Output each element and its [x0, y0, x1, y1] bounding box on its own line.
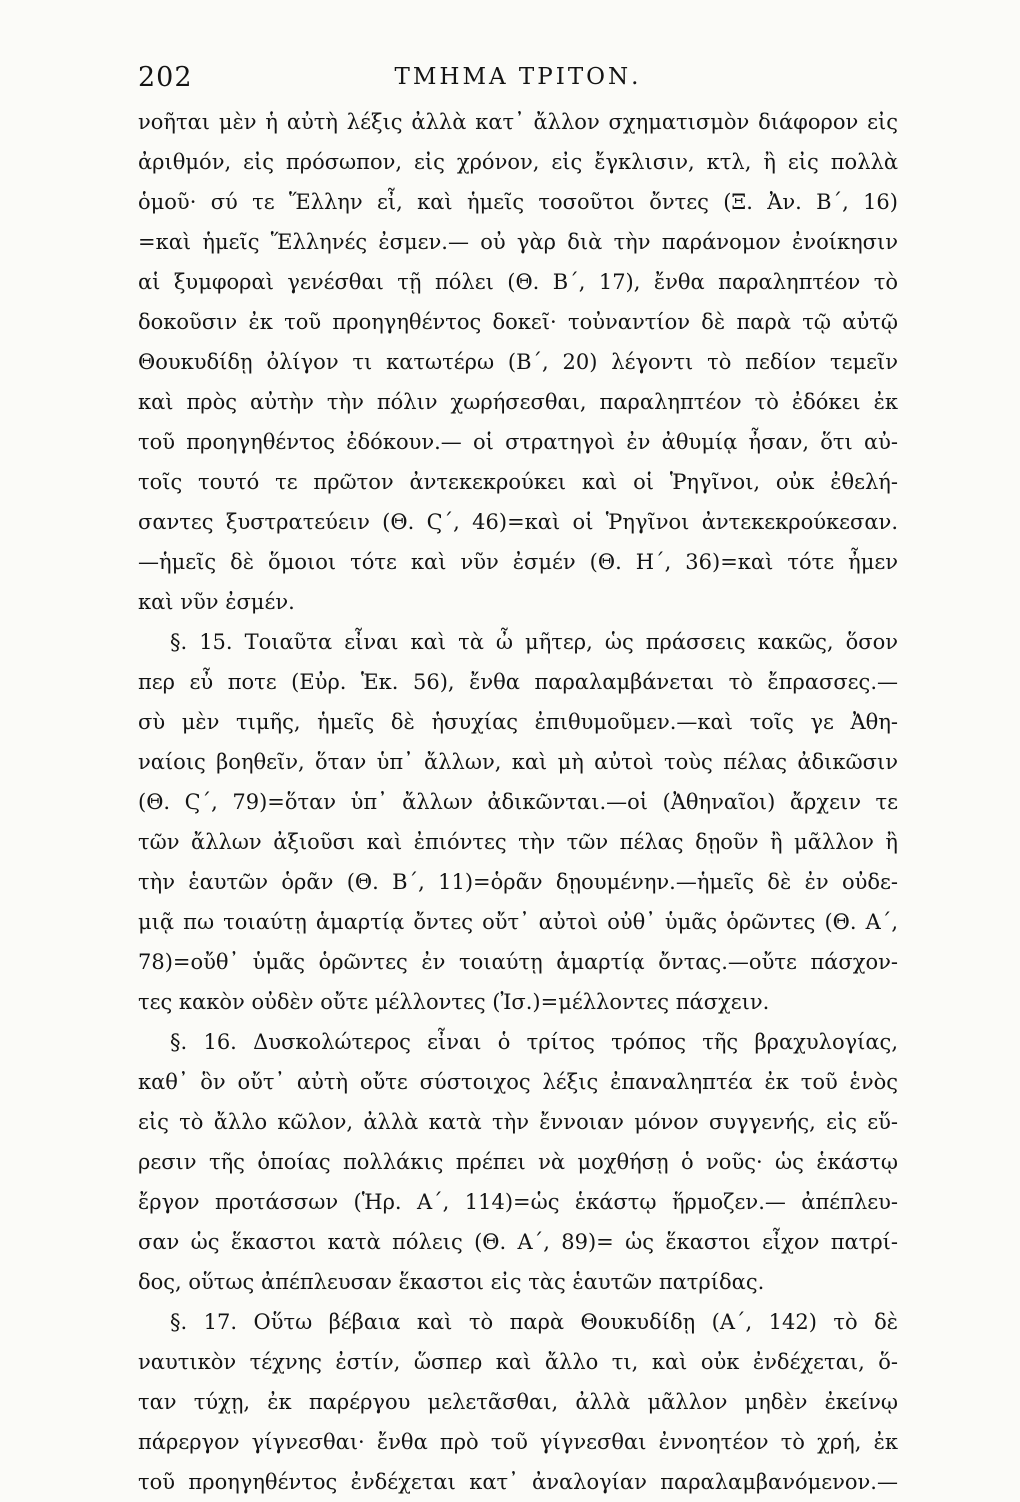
text-line: ναυτικὸν τέχνης ἐστίν, ὥσπερ καὶ ἄλλο τι, καὶ οὐκ ἐνδέχεται, ὅ- [138, 1350, 898, 1374]
paragraph-first-line: §. 15. Τοιαῦτα εἶναι καὶ τὰ ὦ μῆτερ, ὡς πράσσεις κακῶς, ὅσον [170, 630, 898, 654]
text-line: δος, οὕτως ἀπέπλευσαν ἕκαστοι εἰς τὰς ἑαυτῶν πατρίδας. [138, 1270, 765, 1294]
text-line: =καὶ ἡμεῖς Ἕλληνές ἐσμεν.— οὐ γὰρ διὰ τὴν παράνομον ἐνοίκησιν [138, 230, 898, 254]
running-head: ΤΜΗΜΑ ΤΡΙΤΟΝ. [394, 64, 642, 90]
text-line: ταν τύχῃ, ἐκ παρέργου μελετᾶσθαι, ἀλλὰ μᾶλλον μηδὲν ἐκείνῳ [138, 1390, 898, 1414]
text-line: δοκοῦσιν ἐκ τοῦ προηγηθέντος δοκεῖ· τοὐναντίον δὲ παρὰ τῷ αὐτῷ [138, 310, 898, 334]
body-text [138, 102, 898, 1502]
text-line: ἀριθμόν, εἰς πρόσωπον, εἰς χρόνον, εἰς ἔγκλισιν, κτλ, ἢ εἰς πολλὰ [138, 150, 898, 174]
text-line: σαν ὡς ἕκαστοι κατὰ πόλεις (Θ. Α΄, 89)= ὡς ἕκαστοι εἶχον πατρί- [138, 1230, 898, 1254]
text-line: τοῦ προηγηθέντος ἐνδέχεται κατ᾽ ἀναλογίαν παραλαμβανόμενον.— [138, 1470, 898, 1494]
text-line: τες κακὸν οὐδὲν οὔτε μέλλοντες (Ἰσ.)=μέλλοντες πάσχειν. [138, 990, 770, 1014]
text-line: νοῆται μὲν ἡ αὐτὴ λέξις ἀλλὰ κατ᾽ ἄλλον σχηματισμὸν διάφορον εἰς [138, 110, 898, 134]
text-line: ὁμοῦ· σύ τε Ἕλλην εἶ, καὶ ἡμεῖς τοσοῦτοι ὄντες (Ξ. Ἀν. Β΄, 16) [138, 190, 898, 214]
text-line: καθ᾽ ὃν οὔτ᾽ αὐτὴ οὔτε σύστοιχος λέξις ἐπαναληπτέα ἐκ τοῦ ἑνὸς [138, 1070, 898, 1094]
text-line: τοῖς τουτό τε πρῶτον ἀντεκεκρούκει καὶ οἱ Ῥηγῖνοι, οὐκ ἐθελή- [138, 470, 898, 494]
text-line: —ἡμεῖς δὲ ὅμοιοι τότε καὶ νῦν ἐσμέν (Θ. Η΄, 36)=καὶ τότε ἦμεν [138, 550, 898, 574]
text-line: ναίοις βοηθεῖν, ὅταν ὑπ᾽ ἄλλων, καὶ μὴ αὐτοὶ τοὺς πέλας ἀδικῶσιν [138, 750, 898, 774]
page-header [138, 62, 898, 102]
text-line: σαντες ξυστρατεύειν (Θ. Ϛ΄, 46)=καὶ οἱ Ῥηγῖνοι ἀντεκεκρούκεσαν. [138, 510, 898, 534]
text-line: καὶ νῦν ἐσμέν. [138, 590, 295, 614]
text-line: τῶν ἄλλων ἀξιοῦσι καὶ ἐπιόντες τὴν τῶν πέλας δῃοῦν ἢ μᾶλλον ἢ [138, 830, 898, 854]
text-line: ἔργον προτάσσων (Ἡρ. Α΄, 114)=ὡς ἑκάστῳ ἥρμοζεν.— ἀπέπλευ- [138, 1190, 898, 1214]
paragraph-first-line: §. 16. Δυσκολώτερος εἶναι ὁ τρίτος τρόπος τῆς βραχυλογίας, [170, 1030, 898, 1054]
text-line: μιᾷ πω τοιαύτῃ ἁμαρτίᾳ ὄντες οὔτ᾽ αὐτοὶ οὐθ᾽ ὑμᾶς ὁρῶντες (Θ. Α΄, [138, 910, 898, 934]
text-line: ρεσιν τῆς ὁποίας πολλάκις πρέπει νὰ μοχθήσῃ ὁ νοῦς· ὡς ἑκάστῳ [138, 1150, 898, 1174]
paragraph-first-line: §. 17. Οὕτω βέβαια καὶ τὸ παρὰ Θουκυδίδῃ (Α΄, 142) τὸ δὲ [170, 1310, 898, 1334]
text-line: σὺ μὲν τιμῆς, ἡμεῖς δὲ ἡσυχίας ἐπιθυμοῦμεν.—καὶ τοῖς γε Ἀθη- [138, 710, 898, 734]
text-line: αἱ ξυμφοραὶ γενέσθαι τῇ πόλει (Θ. Β΄, 17), ἔνθα παραληπτέον τὸ [138, 270, 898, 294]
text-line: περ εὖ ποτε (Εὐρ. Ἑκ. 56), ἔνθα παραλαμβάνεται τὸ ἔπρασσες.— [138, 670, 898, 694]
text-line: πάρεργον γίγνεσθαι· ἔνθα πρὸ τοῦ γίγνεσθαι ἐννοητέον τὸ χρή, ἐκ [138, 1430, 898, 1454]
text-line: τὴν ἑαυτῶν ὁρᾶν (Θ. Β΄, 11)=ὁρᾶν δῃουμένην.—ἡμεῖς δὲ ἐν οὐδε- [138, 870, 898, 894]
page-number: 202 [138, 62, 193, 93]
text-line: εἰς τὸ ἄλλο κῶλον, ἀλλὰ κατὰ τὴν ἔννοιαν μόνον συγγενής, εἰς εὕ- [138, 1110, 898, 1134]
text-line: 78)=οὔθ᾽ ὑμᾶς ὁρῶντες ἐν τοιαύτῃ ἁμαρτίᾳ ὄντας.—οὔτε πάσχον- [138, 950, 898, 974]
text-line: (Θ. Ϛ΄, 79)=ὅταν ὑπ᾽ ἄλλων ἀδικῶνται.—οἱ (Ἀθηναῖοι) ἄρχειν τε [138, 790, 898, 814]
text-line: καὶ πρὸς αὐτὴν τὴν πόλιν χωρήσεσθαι, παραληπτέον τὸ ἐδόκει ἐκ [138, 390, 898, 414]
text-line: Θουκυδίδῃ ὀλίγον τι κατωτέρω (Β΄, 20) λέγοντι τὸ πεδίον τεμεῖν [138, 350, 898, 374]
text-line: τοῦ προηγηθέντος ἐδόκουν.— οἱ στρατηγοὶ ἐν ἀθυμίᾳ ἦσαν, ὅτι αὐ- [138, 430, 898, 454]
